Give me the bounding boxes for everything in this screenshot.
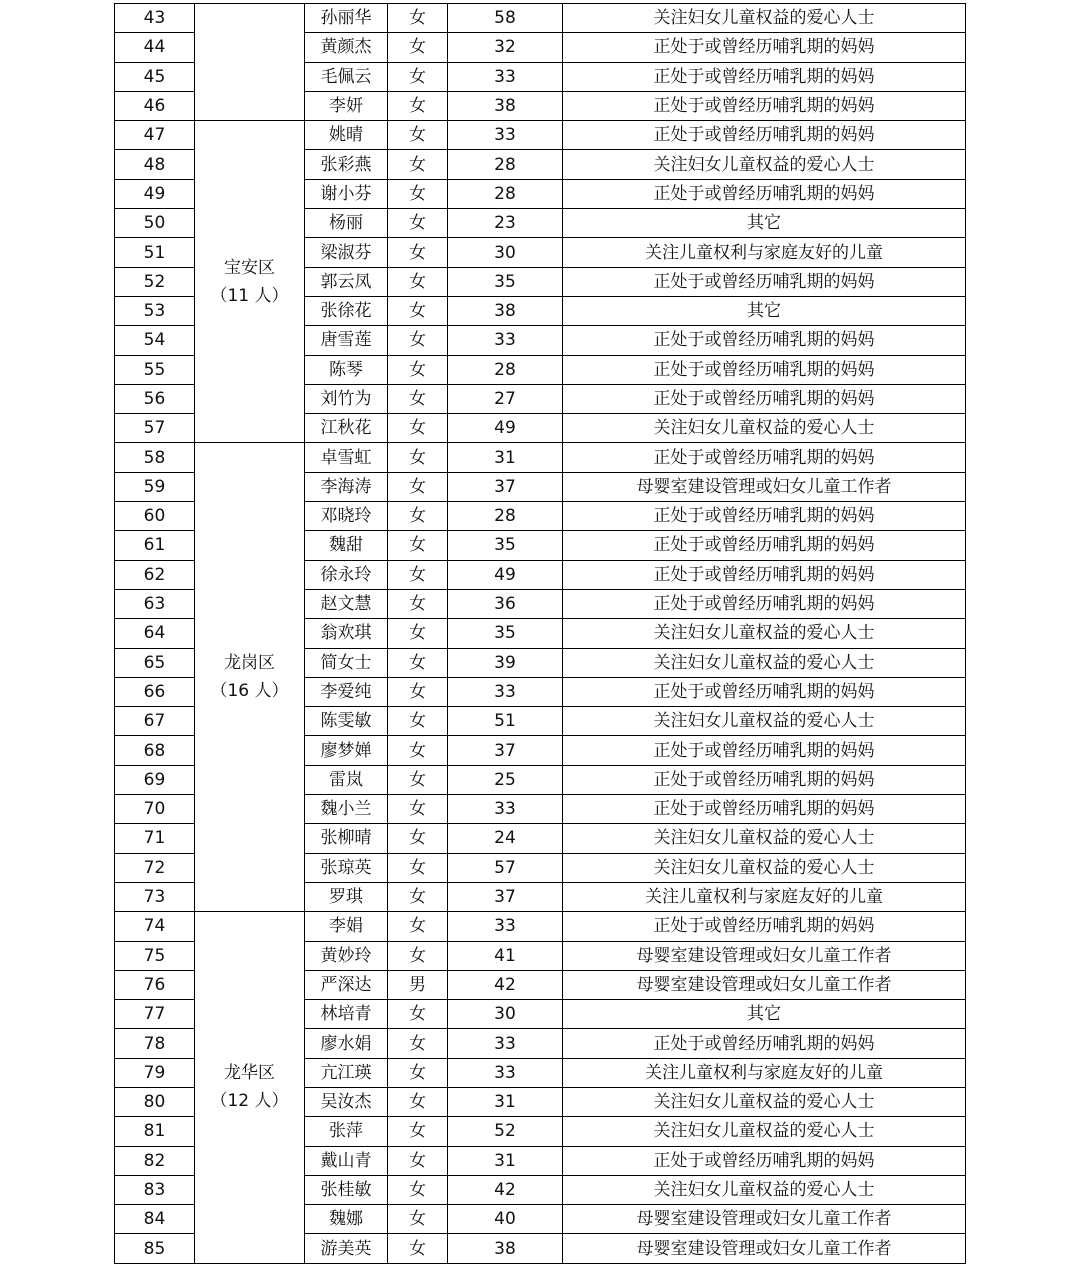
cell-category: 母婴室建设管理或妇女儿童工作者 — [563, 1234, 966, 1263]
cell-index: 74 — [115, 912, 195, 941]
cell-gender: 女 — [388, 91, 448, 120]
cell-gender: 女 — [388, 179, 448, 208]
cell-age: 31 — [448, 1146, 563, 1175]
cell-age: 52 — [448, 1117, 563, 1146]
cell-index: 83 — [115, 1175, 195, 1204]
cell-name: 黄颜杰 — [305, 33, 388, 62]
cell-index: 46 — [115, 91, 195, 120]
cell-index: 57 — [115, 414, 195, 443]
cell-category: 关注儿童权利与家庭友好的儿童 — [563, 238, 966, 267]
cell-age: 40 — [448, 1205, 563, 1234]
cell-name: 黄妙玲 — [305, 941, 388, 970]
cell-category: 母婴室建设管理或妇女儿童工作者 — [563, 970, 966, 999]
cell-index: 58 — [115, 443, 195, 472]
cell-index: 47 — [115, 121, 195, 150]
cell-gender: 女 — [388, 296, 448, 325]
cell-category: 正处于或曾经历哺乳期的妈妈 — [563, 267, 966, 296]
cell-index: 60 — [115, 502, 195, 531]
cell-gender: 女 — [388, 589, 448, 618]
cell-gender: 女 — [388, 912, 448, 941]
cell-category: 关注妇女儿童权益的爱心人士 — [563, 4, 966, 33]
cell-age: 28 — [448, 502, 563, 531]
district-cell — [195, 4, 305, 121]
district-cell — [195, 121, 305, 443]
cell-age: 41 — [448, 941, 563, 970]
cell-age: 30 — [448, 1000, 563, 1029]
cell-gender: 女 — [388, 267, 448, 296]
cell-name: 毛佩云 — [305, 62, 388, 91]
cell-category: 正处于或曾经历哺乳期的妈妈 — [563, 1146, 966, 1175]
cell-index: 85 — [115, 1234, 195, 1263]
cell-gender: 女 — [388, 560, 448, 589]
cell-gender: 女 — [388, 619, 448, 648]
cell-name: 谢小芬 — [305, 179, 388, 208]
cell-gender: 女 — [388, 33, 448, 62]
cell-name: 魏小兰 — [305, 795, 388, 824]
cell-category: 正处于或曾经历哺乳期的妈妈 — [563, 121, 966, 150]
roster-body — [115, 4, 966, 1264]
cell-gender: 女 — [388, 209, 448, 238]
cell-gender: 女 — [388, 238, 448, 267]
cell-age: 33 — [448, 1029, 563, 1058]
cell-age: 33 — [448, 121, 563, 150]
cell-name: 张彩燕 — [305, 150, 388, 179]
cell-index: 67 — [115, 707, 195, 736]
cell-index: 71 — [115, 824, 195, 853]
cell-gender: 女 — [388, 121, 448, 150]
cell-name: 陈琴 — [305, 355, 388, 384]
district-count: （16 人） — [210, 681, 289, 702]
cell-age: 58 — [448, 4, 563, 33]
cell-name: 游美英 — [305, 1234, 388, 1263]
cell-category: 关注妇女儿童权益的爱心人士 — [563, 824, 966, 853]
cell-index: 79 — [115, 1058, 195, 1087]
district-name: 宝安区 — [224, 257, 275, 278]
cell-age: 38 — [448, 1234, 563, 1263]
cell-age: 28 — [448, 150, 563, 179]
cell-gender: 女 — [388, 443, 448, 472]
cell-age: 42 — [448, 1175, 563, 1204]
cell-age: 33 — [448, 326, 563, 355]
cell-index: 48 — [115, 150, 195, 179]
cell-index: 56 — [115, 384, 195, 413]
cell-name: 廖梦婵 — [305, 736, 388, 765]
cell-index: 63 — [115, 589, 195, 618]
cell-name: 吴汝杰 — [305, 1087, 388, 1116]
cell-name: 李娟 — [305, 912, 388, 941]
cell-index: 50 — [115, 209, 195, 238]
cell-age: 30 — [448, 238, 563, 267]
cell-index: 59 — [115, 472, 195, 501]
cell-name: 江秋花 — [305, 414, 388, 443]
table-row — [115, 912, 966, 941]
cell-name: 廖水娟 — [305, 1029, 388, 1058]
cell-gender: 女 — [388, 736, 448, 765]
cell-gender: 女 — [388, 1175, 448, 1204]
cell-age: 27 — [448, 384, 563, 413]
cell-category: 母婴室建设管理或妇女儿童工作者 — [563, 1205, 966, 1234]
cell-index: 76 — [115, 970, 195, 999]
cell-age: 28 — [448, 355, 563, 384]
cell-category: 其它 — [563, 209, 966, 238]
cell-category: 关注妇女儿童权益的爱心人士 — [563, 648, 966, 677]
cell-index: 65 — [115, 648, 195, 677]
cell-category: 关注妇女儿童权益的爱心人士 — [563, 619, 966, 648]
district-count: （12 人） — [210, 1091, 289, 1112]
cell-name: 罗琪 — [305, 882, 388, 911]
cell-gender: 男 — [388, 970, 448, 999]
cell-gender: 女 — [388, 502, 448, 531]
cell-index: 84 — [115, 1205, 195, 1234]
cell-gender: 女 — [388, 384, 448, 413]
cell-gender: 女 — [388, 941, 448, 970]
cell-category: 母婴室建设管理或妇女儿童工作者 — [563, 941, 966, 970]
cell-age: 49 — [448, 414, 563, 443]
cell-category: 正处于或曾经历哺乳期的妈妈 — [563, 91, 966, 120]
cell-age: 36 — [448, 589, 563, 618]
cell-index: 82 — [115, 1146, 195, 1175]
cell-age: 33 — [448, 677, 563, 706]
cell-index: 54 — [115, 326, 195, 355]
cell-index: 52 — [115, 267, 195, 296]
cell-category: 正处于或曾经历哺乳期的妈妈 — [563, 502, 966, 531]
cell-category: 正处于或曾经历哺乳期的妈妈 — [563, 33, 966, 62]
cell-index: 61 — [115, 531, 195, 560]
cell-age: 38 — [448, 296, 563, 325]
cell-category: 关注妇女儿童权益的爱心人士 — [563, 1087, 966, 1116]
cell-age: 23 — [448, 209, 563, 238]
cell-name: 严深达 — [305, 970, 388, 999]
cell-age: 57 — [448, 853, 563, 882]
cell-name: 李妍 — [305, 91, 388, 120]
roster-table — [114, 3, 966, 1264]
district-count: （11 人） — [210, 285, 289, 306]
cell-index: 53 — [115, 296, 195, 325]
cell-name: 张琼英 — [305, 853, 388, 882]
cell-index: 69 — [115, 765, 195, 794]
cell-gender: 女 — [388, 1058, 448, 1087]
cell-name: 张桂敏 — [305, 1175, 388, 1204]
cell-name: 邓晓玲 — [305, 502, 388, 531]
cell-name: 翁欢琪 — [305, 619, 388, 648]
cell-category: 关注儿童权利与家庭友好的儿童 — [563, 1058, 966, 1087]
cell-category: 正处于或曾经历哺乳期的妈妈 — [563, 795, 966, 824]
cell-name: 张柳晴 — [305, 824, 388, 853]
cell-gender: 女 — [388, 648, 448, 677]
cell-age: 31 — [448, 443, 563, 472]
cell-name: 姚晴 — [305, 121, 388, 150]
cell-index: 64 — [115, 619, 195, 648]
cell-name: 徐永玲 — [305, 560, 388, 589]
district-name: 龙华区 — [224, 1063, 275, 1084]
cell-index: 43 — [115, 4, 195, 33]
cell-gender: 女 — [388, 882, 448, 911]
cell-name: 李爱纯 — [305, 677, 388, 706]
cell-gender: 女 — [388, 1029, 448, 1058]
cell-category: 正处于或曾经历哺乳期的妈妈 — [563, 912, 966, 941]
cell-category: 正处于或曾经历哺乳期的妈妈 — [563, 736, 966, 765]
cell-index: 45 — [115, 62, 195, 91]
cell-category: 正处于或曾经历哺乳期的妈妈 — [563, 384, 966, 413]
cell-index: 78 — [115, 1029, 195, 1058]
cell-category: 关注妇女儿童权益的爱心人士 — [563, 150, 966, 179]
cell-gender: 女 — [388, 1205, 448, 1234]
table-row — [115, 4, 966, 33]
cell-category: 正处于或曾经历哺乳期的妈妈 — [563, 589, 966, 618]
cell-category: 其它 — [563, 1000, 966, 1029]
cell-gender: 女 — [388, 1117, 448, 1146]
cell-category: 关注儿童权利与家庭友好的儿童 — [563, 882, 966, 911]
cell-index: 80 — [115, 1087, 195, 1116]
cell-category: 正处于或曾经历哺乳期的妈妈 — [563, 179, 966, 208]
cell-category: 其它 — [563, 296, 966, 325]
cell-name: 卓雪虹 — [305, 443, 388, 472]
cell-category: 正处于或曾经历哺乳期的妈妈 — [563, 765, 966, 794]
cell-name: 赵文慧 — [305, 589, 388, 618]
cell-age: 37 — [448, 736, 563, 765]
cell-gender: 女 — [388, 1146, 448, 1175]
cell-gender: 女 — [388, 414, 448, 443]
cell-index: 55 — [115, 355, 195, 384]
cell-category: 关注妇女儿童权益的爱心人士 — [563, 1117, 966, 1146]
cell-category: 正处于或曾经历哺乳期的妈妈 — [563, 443, 966, 472]
cell-name: 张徐花 — [305, 296, 388, 325]
cell-age: 37 — [448, 882, 563, 911]
cell-category: 正处于或曾经历哺乳期的妈妈 — [563, 531, 966, 560]
cell-gender: 女 — [388, 62, 448, 91]
cell-gender: 女 — [388, 1000, 448, 1029]
cell-name: 亢江瑛 — [305, 1058, 388, 1087]
cell-age: 39 — [448, 648, 563, 677]
district-cell — [195, 443, 305, 912]
cell-category: 正处于或曾经历哺乳期的妈妈 — [563, 355, 966, 384]
cell-category: 母婴室建设管理或妇女儿童工作者 — [563, 472, 966, 501]
cell-age: 25 — [448, 765, 563, 794]
cell-name: 张萍 — [305, 1117, 388, 1146]
cell-name: 李海涛 — [305, 472, 388, 501]
cell-age: 35 — [448, 619, 563, 648]
cell-age: 42 — [448, 970, 563, 999]
cell-age: 24 — [448, 824, 563, 853]
cell-age: 37 — [448, 472, 563, 501]
cell-age: 28 — [448, 179, 563, 208]
cell-index: 77 — [115, 1000, 195, 1029]
cell-index: 75 — [115, 941, 195, 970]
cell-index: 81 — [115, 1117, 195, 1146]
cell-gender: 女 — [388, 1234, 448, 1263]
cell-gender: 女 — [388, 355, 448, 384]
cell-category: 正处于或曾经历哺乳期的妈妈 — [563, 62, 966, 91]
table-row — [115, 443, 966, 472]
cell-age: 51 — [448, 707, 563, 736]
cell-index: 68 — [115, 736, 195, 765]
cell-gender: 女 — [388, 472, 448, 501]
cell-category: 关注妇女儿童权益的爱心人士 — [563, 853, 966, 882]
cell-gender: 女 — [388, 150, 448, 179]
cell-gender: 女 — [388, 326, 448, 355]
cell-gender: 女 — [388, 853, 448, 882]
cell-age: 32 — [448, 33, 563, 62]
cell-name: 陈雯敏 — [305, 707, 388, 736]
cell-index: 49 — [115, 179, 195, 208]
cell-category: 正处于或曾经历哺乳期的妈妈 — [563, 326, 966, 355]
cell-name: 郭云凤 — [305, 267, 388, 296]
cell-age: 31 — [448, 1087, 563, 1116]
cell-category: 关注妇女儿童权益的爱心人士 — [563, 707, 966, 736]
district-name: 龙岗区 — [224, 653, 275, 674]
cell-gender: 女 — [388, 4, 448, 33]
cell-category: 关注妇女儿童权益的爱心人士 — [563, 1175, 966, 1204]
cell-index: 72 — [115, 853, 195, 882]
cell-index: 70 — [115, 795, 195, 824]
cell-name: 林培青 — [305, 1000, 388, 1029]
cell-age: 33 — [448, 62, 563, 91]
cell-category: 正处于或曾经历哺乳期的妈妈 — [563, 677, 966, 706]
cell-name: 刘竹为 — [305, 384, 388, 413]
cell-age: 35 — [448, 531, 563, 560]
cell-gender: 女 — [388, 795, 448, 824]
cell-gender: 女 — [388, 677, 448, 706]
table-row — [115, 121, 966, 150]
cell-index: 66 — [115, 677, 195, 706]
cell-age: 35 — [448, 267, 563, 296]
cell-name: 杨丽 — [305, 209, 388, 238]
cell-gender: 女 — [388, 824, 448, 853]
cell-index: 51 — [115, 238, 195, 267]
cell-age: 33 — [448, 795, 563, 824]
cell-name: 孙丽华 — [305, 4, 388, 33]
cell-gender: 女 — [388, 707, 448, 736]
cell-name: 简女士 — [305, 648, 388, 677]
district-cell — [195, 912, 305, 1264]
cell-index: 44 — [115, 33, 195, 62]
cell-name: 魏甜 — [305, 531, 388, 560]
cell-name: 雷岚 — [305, 765, 388, 794]
cell-index: 62 — [115, 560, 195, 589]
cell-index: 73 — [115, 882, 195, 911]
cell-age: 33 — [448, 1058, 563, 1087]
cell-category: 正处于或曾经历哺乳期的妈妈 — [563, 1029, 966, 1058]
cell-name: 戴山青 — [305, 1146, 388, 1175]
cell-name: 魏娜 — [305, 1205, 388, 1234]
cell-age: 38 — [448, 91, 563, 120]
cell-gender: 女 — [388, 765, 448, 794]
cell-gender: 女 — [388, 1087, 448, 1116]
cell-name: 梁淑芬 — [305, 238, 388, 267]
cell-gender: 女 — [388, 531, 448, 560]
cell-category: 关注妇女儿童权益的爱心人士 — [563, 414, 966, 443]
cell-category: 正处于或曾经历哺乳期的妈妈 — [563, 560, 966, 589]
cell-name: 唐雪莲 — [305, 326, 388, 355]
cell-age: 49 — [448, 560, 563, 589]
cell-age: 33 — [448, 912, 563, 941]
